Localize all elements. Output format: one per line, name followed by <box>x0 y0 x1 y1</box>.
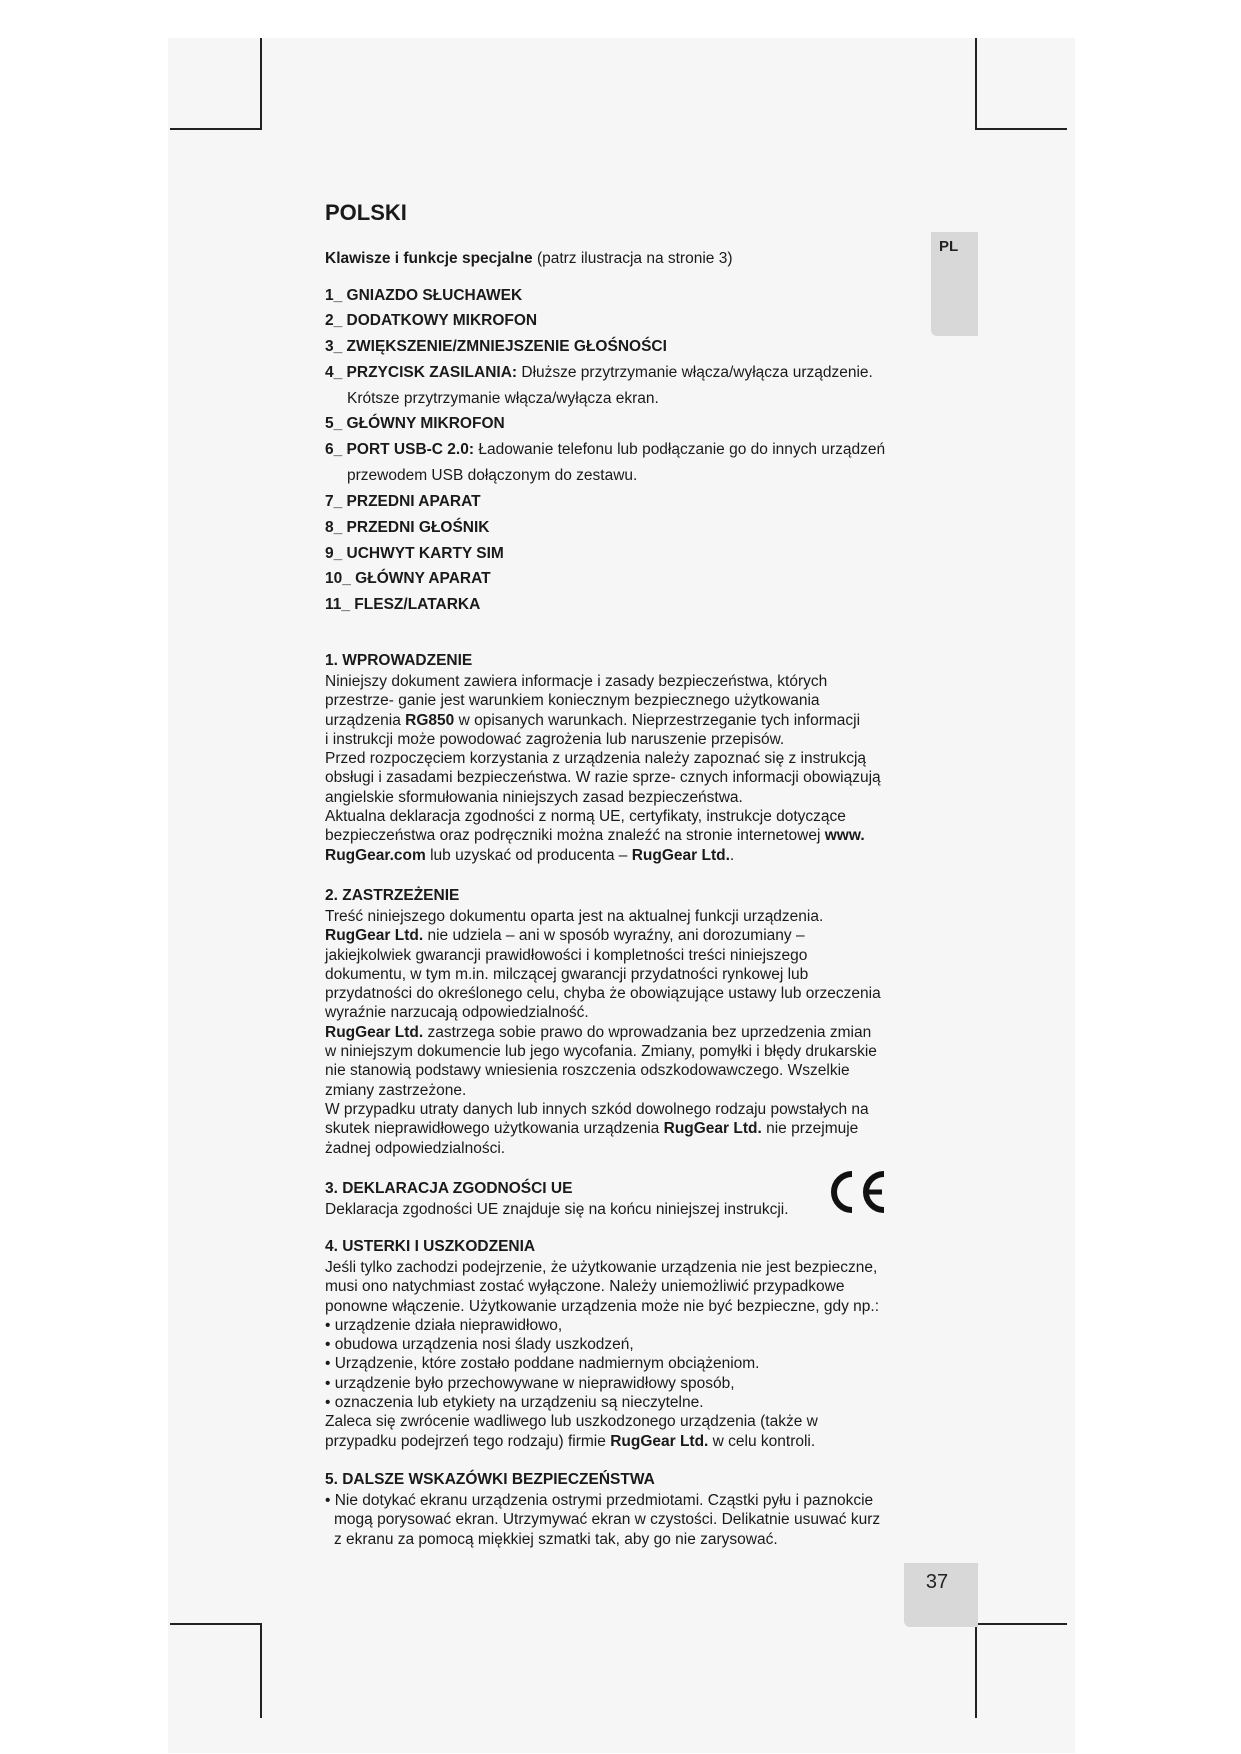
bullet-item: • Urządzenie, które zostało poddane nadmiernym obciążeniom. <box>325 1355 760 1373</box>
section-disclaimer <box>325 886 925 1158</box>
key-item <box>325 441 886 484</box>
crop-mark <box>975 1623 977 1718</box>
company-name: RugGear Ltd. <box>610 1432 709 1450</box>
paragraph-line: ponowne włączenie. Użytkowanie urządzenia może nie być bezpieczne, gdy np.: <box>325 1297 880 1315</box>
page-number-tab <box>904 1563 978 1627</box>
key-label: 10_ GŁÓWNY APARAT <box>325 570 491 587</box>
paragraph-line <box>325 846 925 865</box>
subtitle <box>325 250 733 268</box>
paragraph-line <box>325 1432 925 1451</box>
section-title: 2. ZASTRZEŻENIE <box>325 887 460 904</box>
bullet-item: • Nie dotykać ekranu urządzenia ostrymi przedmiotami. Cząstki pyłu i paznokcie <box>325 1492 874 1509</box>
bullet-item-cont: mogą porysować ekran. Utrzymywać ekran w czystości. Delikatnie usuwać kurz <box>334 1511 881 1529</box>
text-run: nie udziela – ani w sposób wyraźny, ani dorozumiany – <box>427 927 805 945</box>
section-safety-tips <box>325 1470 925 1549</box>
crop-mark <box>975 38 977 130</box>
paragraph-line: Zaleca się zwrócenie wadliwego lub uszkodzonego urządzenia (także w <box>325 1413 818 1431</box>
paragraph-line: Niniejszy dokument zawiera informacje i zasady bezpieczeństwa, których <box>325 673 828 690</box>
text-run: urządzenia <box>325 711 401 729</box>
paragraph-line: przestrze- ganie jest warunkiem koniecznym bezpiecznego użytkowania <box>325 692 820 710</box>
bullet-item-cont: z ekranu za pomocą miękkiej szmatki tak, aby go nie zarysować. <box>334 1530 778 1548</box>
section-faults <box>325 1237 925 1451</box>
key-label: 11_ FLESZ/LATARKA <box>325 596 481 613</box>
paragraph-line: przydatności do określonego celu, chyba że obowiązujące ustawy lub orzeczenia <box>325 985 881 1003</box>
paragraph-line <box>325 711 925 730</box>
key-item <box>325 596 480 614</box>
text-run: zastrzega sobie prawo do wprowadzania bez uprzedzenia zmian <box>427 1023 872 1041</box>
text-run: lub uzyskać od producenta – <box>430 846 628 864</box>
company-name: RugGear Ltd. <box>325 1023 424 1041</box>
paragraph-line: musi ono natychmiast zostać wyłączone. Należy uniemożliwić przypadkowe <box>325 1278 845 1296</box>
paragraph-line: żadnej odpowiedzialności. <box>325 1139 506 1157</box>
paragraph-line: i instrukcji może powodować zagrożenia lub naruszenie przepisów. <box>325 730 785 748</box>
crop-mark <box>975 128 1067 130</box>
section-title: 1. WPROWADZENIE <box>325 652 473 669</box>
key-label: 5_ GŁÓWNY MIKROFON <box>325 415 505 432</box>
company-name: RugGear Ltd. <box>325 927 424 945</box>
page-number: 37 <box>925 1571 949 1593</box>
key-item <box>325 519 490 537</box>
text-run: . <box>729 846 735 864</box>
paragraph-line: nie stanowią podstawy wniesienia roszczenia odszkodowawczego. Wszelkie <box>325 1062 850 1080</box>
paragraph-line: Przed rozpoczęciem korzystania z urządzenia należy zapoznać się z instrukcją <box>325 750 867 768</box>
paragraph-line: Deklaracja zgodności UE znajduje się na końcu niniejszej instrukcji. <box>325 1201 789 1218</box>
section-title: 3. DEKLARACJA ZGODNOŚCI UE <box>325 1180 573 1197</box>
section-title: 4. USTERKI I USZKODZENIA <box>325 1238 536 1255</box>
subtitle-bold: Klawisze i funkcje specjalne <box>325 250 533 267</box>
section-title: 5. DALSZE WSKAZÓWKI BEZPIECZEŃSTWA <box>325 1471 655 1488</box>
paragraph-line: Aktualna deklaracja zgodności z normą UE, certyfikaty, instrukcje dotyczące <box>325 808 846 826</box>
key-desc: Ładowanie telefonu lub podłączanie go do innych urządzeń <box>478 441 886 458</box>
bullet-item: • urządzenie było przechowywane w nieprawidłowy sposób, <box>325 1374 735 1392</box>
key-label: 9_ UCHWYT KARTY SIM <box>325 545 504 562</box>
key-item <box>325 312 537 330</box>
paragraph-line: Treść niniejszego dokumentu oparta jest na aktualnej funkcji urządzenia. <box>325 908 824 925</box>
crop-mark <box>260 38 262 130</box>
ce-mark-icon <box>828 1168 890 1216</box>
key-label: 4_ PRZYCISK ZASILANIA: <box>325 364 518 381</box>
section-introduction <box>325 651 925 865</box>
text-run: nie przejmuje <box>766 1120 859 1138</box>
paragraph-line: obsługi i zasadami bezpieczeństwa. W razie sprze- cznych informacji obowiązują <box>325 769 881 787</box>
subtitle-normal: (patrz ilustracja na stronie 3) <box>536 250 733 267</box>
key-desc-cont: przewodem USB dołączonym do zestawu. <box>347 467 638 484</box>
key-label: 2_ DODATKOWY MIKROFON <box>325 312 538 329</box>
crop-mark <box>170 1623 262 1625</box>
company-name: RugGear Ltd. <box>663 1120 762 1138</box>
website-link: RugGear.com <box>325 846 426 864</box>
text-run: w opisanych warunkach. Nieprzestrzeganie tych informacji <box>458 711 861 729</box>
key-label: 1_ GNIAZDO SŁUCHAWEK <box>325 287 523 304</box>
key-item <box>325 570 491 588</box>
bullet-item: • obudowa urządzenia nosi ślady uszkodzeń, <box>325 1336 634 1354</box>
bullet-item: • urządzenie działa nieprawidłowo, <box>325 1316 563 1334</box>
key-label: 8_ PRZEDNI GŁOŚNIK <box>325 519 490 536</box>
key-label: 6_ PORT USB-C 2.0: <box>325 441 475 458</box>
paragraph-line <box>325 826 925 845</box>
paragraph-line <box>325 926 925 945</box>
paragraph-line: jakiejkolwiek gwarancji prawidłowości i kompletności treści niniejszego <box>325 946 808 964</box>
crop-mark <box>975 1623 1067 1625</box>
language-tab <box>931 232 978 336</box>
paragraph-line: wyraźnie narzucają odpowiedzialność. <box>325 1004 589 1022</box>
paragraph-line: W przypadku utraty danych lub innych szkód dowolnego rodzaju powstałych na <box>325 1100 869 1118</box>
text-run: przypadku podejrzeń tego rodzaju) firmie <box>325 1432 606 1450</box>
key-desc: Dłuższe przytrzymanie włącza/wyłącza urządzenie. <box>521 364 873 381</box>
key-label: 7_ PRZEDNI APARAT <box>325 493 481 510</box>
key-item <box>325 287 522 305</box>
key-item <box>325 545 504 563</box>
company-name: RugGear Ltd. <box>631 846 730 864</box>
key-desc-cont: Krótsze przytrzymanie włącza/wyłącza ekran. <box>347 390 659 407</box>
text-run: bezpieczeństwa oraz podręczniki można znaleźć na stronie internetowej <box>325 827 821 845</box>
model-name: RG850 <box>405 711 455 729</box>
crop-mark <box>170 128 262 130</box>
paragraph-line <box>325 1023 925 1042</box>
key-label: 3_ ZWIĘKSZENIE/ZMNIEJSZENIE GŁOŚNOŚCI <box>325 338 667 355</box>
crop-mark <box>260 1623 262 1718</box>
page-title: POLSKI <box>325 200 407 225</box>
paragraph-line: dokumentu, w tym m.in. milczącej gwarancji przydatności rynkowej lub <box>325 965 809 983</box>
paragraph-line <box>325 1119 925 1138</box>
paragraph-line: zmiany zastrzeżone. <box>325 1081 467 1099</box>
key-item <box>325 338 667 356</box>
key-item <box>325 493 481 511</box>
paragraph-line: w niniejszym dokumencie lub jego wycofania. Zmiany, pomyłki i błędy drukarskie <box>325 1043 877 1061</box>
key-item <box>325 415 505 433</box>
text-run: skutek nieprawidłowego użytkowania urządzenia <box>325 1120 660 1138</box>
language-tab-label: PL <box>939 238 959 255</box>
key-item <box>325 364 873 407</box>
bullet-item: • oznaczenia lub etykiety na urządzeniu są nieczytelne. <box>325 1394 704 1412</box>
paragraph-line: Jeśli tylko zachodzi podejrzenie, że użytkowanie urządzenia nie jest bezpieczne, <box>325 1259 878 1276</box>
website-link: www. <box>824 827 865 845</box>
text-run: w celu kontroli. <box>712 1432 816 1450</box>
paragraph-line: angielskie sformułowania niniejszych zasad bezpieczeństwa. <box>325 788 743 806</box>
